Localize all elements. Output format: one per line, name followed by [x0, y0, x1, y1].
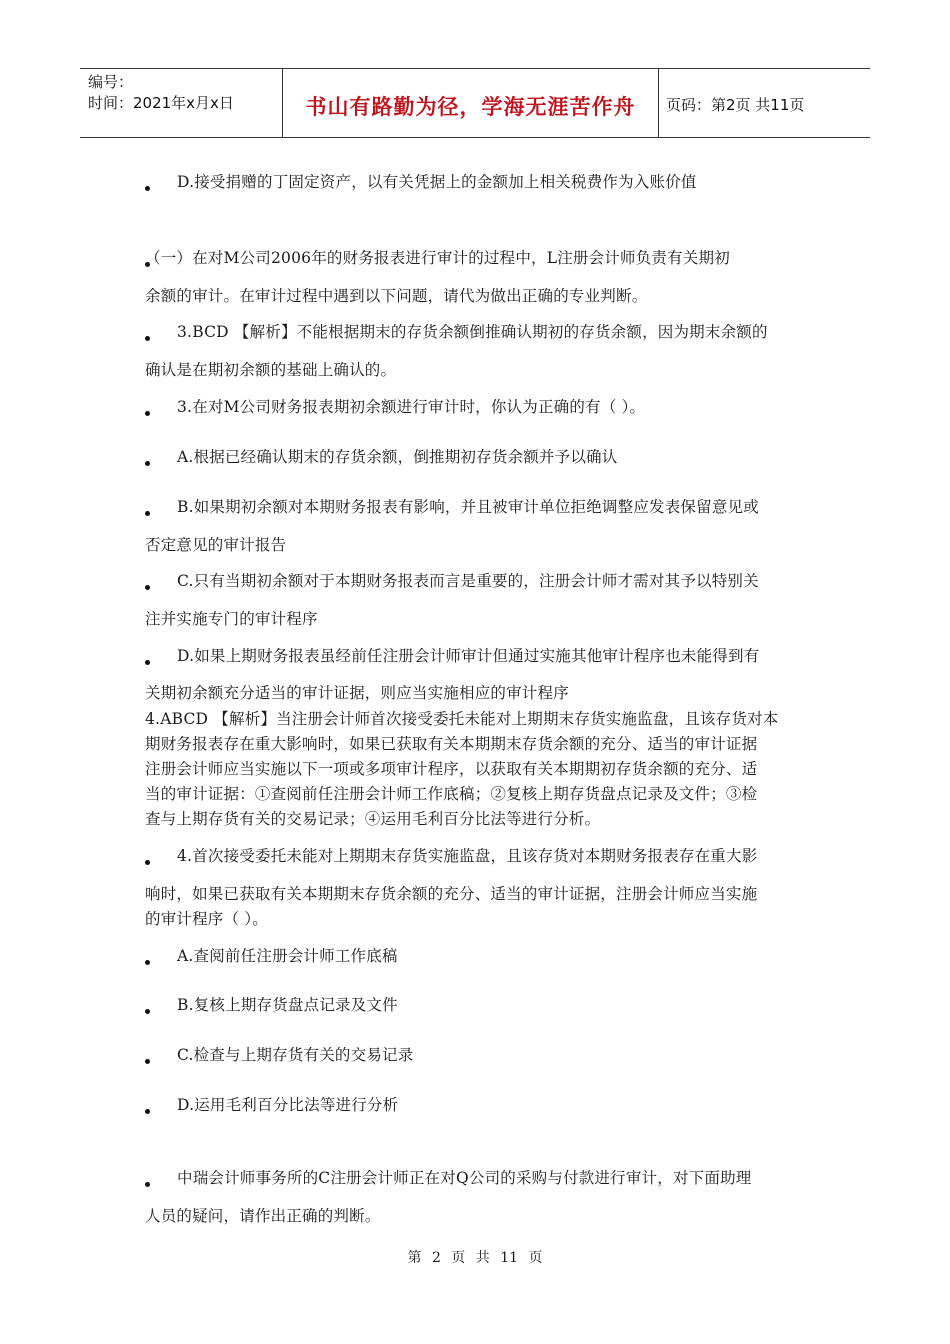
text-line: 中瑞会计师事务所的C注册会计师正在对Q公司的采购与付款进行审计，对下面助理 [177, 1169, 752, 1187]
text-line: 4.首次接受委托未能对上期期末存货实施监盘，且该存货对本期财务报表存在重大影 [177, 847, 758, 865]
text-line: C.检查与上期存货有关的交易记录 [177, 1046, 414, 1064]
bullet-icon [145, 461, 150, 466]
text-line: （一）在对M公司2006年的财务报表进行审计的过程中，L注册会计师负责有关期初 [145, 249, 730, 267]
date-line: 时间：2021年x月x日 [88, 94, 234, 112]
text-line: D.接受捐赠的丁固定资产，以有关凭据上的金额加上相关税费作为入账价值 [177, 173, 697, 191]
text-line: 注册会计师应当实施以下一项或多项审计程序，以获取有关本期期初存货余额的充分、适 [145, 760, 758, 778]
bullet-icon [145, 1182, 150, 1187]
page-header [80, 68, 870, 138]
bullet-icon [145, 585, 150, 590]
text-line: 关期初余额充分适当的审计证据，则应当实施相应的审计程序 [145, 684, 569, 702]
text-line: 注并实施专门的审计程序 [145, 610, 318, 628]
bullet-icon [145, 336, 150, 341]
text-line: C.只有当期初余额对于本期财务报表而言是重要的，注册会计师才需对其予以特别关 [177, 572, 759, 590]
header-meta [88, 72, 278, 114]
bullet-icon [145, 660, 150, 665]
text-line: 余额的审计。在审计过程中遇到以下问题，请代为做出正确的专业判断。 [145, 287, 648, 305]
text-line: 期财务报表存在重大影响时，如果已获取有关本期期末存货余额的充分、适当的审计证据 [145, 735, 758, 753]
text-line: B.复核上期存货盘点记录及文件 [177, 996, 398, 1014]
text-line: 4.ABCD 【解析】当注册会计师首次接受委托未能对上期期末存货实施监盘，且该存货对本 [145, 710, 779, 728]
bullet-icon [145, 960, 150, 965]
text-line: B.如果期初余额对本期财务报表有影响，并且被审计单位拒绝调整应发表保留意见或 [177, 498, 759, 516]
page-footer: 第 2 页 共 11 页 [407, 1250, 543, 1266]
bullet-icon [145, 1009, 150, 1014]
text-line: D.运用毛利百分比法等进行分析 [177, 1096, 399, 1114]
bullet-icon [145, 1059, 150, 1064]
text-line: A.查阅前任注册会计师工作底稿 [177, 947, 398, 965]
text-line: 查与上期存货有关的交易记录；④运用毛利百分比法等进行分析。 [145, 810, 601, 828]
text-line: 3.在对M公司财务报表期初余额进行审计时，你认为正确的有（ ）。 [177, 398, 646, 416]
text-line: 确认是在期初余额的基础上确认的。 [145, 361, 397, 379]
bullet-icon [145, 860, 150, 865]
bullet-icon [145, 186, 150, 191]
text-line: 否定意见的审计报告 [145, 536, 287, 554]
header-divider [658, 69, 659, 137]
text-line: 的审计程序（ ）。 [145, 910, 268, 928]
bullet-icon [145, 1109, 150, 1114]
text-line: 人员的疑问，请作出正确的判断。 [145, 1207, 381, 1225]
text-line: A.根据已经确认期末的存货余额，倒推期初存货余额并予以确认 [177, 448, 618, 466]
header-motto: 书山有路勤为径，学海无涯苦作舟 [305, 95, 636, 119]
text-line: D.如果上期财务报表虽经前任注册会计师审计但通过实施其他审计程序也未能得到有 [177, 647, 760, 665]
text-line: 响时，如果已获取有关本期期末存货余额的充分、适当的审计证据，注册会计师应当实施 [145, 885, 758, 903]
text-line: 当的审计证据：①查阅前任注册会计师工作底稿；②复核上期存货盘点记录及文件；③检 [145, 785, 758, 803]
header-page-number: 页码：第2页 共11页 [666, 96, 805, 114]
bullet-icon [145, 411, 150, 416]
bullet-icon [145, 511, 150, 516]
document-number-label: 编号： [88, 73, 134, 91]
text-line: 3.BCD 【解析】不能根据期末的存货余额倒推确认期初的存货余额，因为期末余额的 [177, 323, 768, 341]
